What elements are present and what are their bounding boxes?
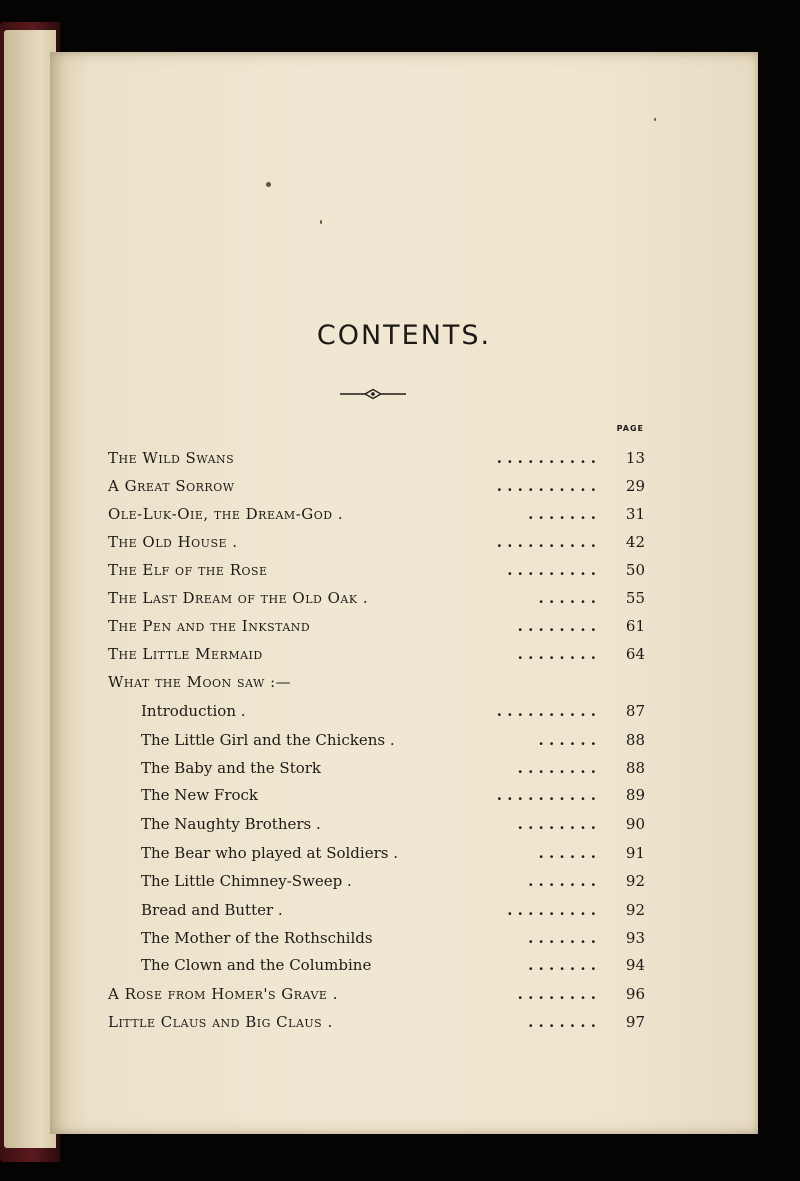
contents-entry [50,699,758,723]
entry-leader-dots: . . . . . . . . [517,985,596,1003]
entry-page-number: 64 [625,645,645,663]
entry-page-number: 90 [625,815,645,833]
paper-speck [266,182,271,187]
entry-title: The Elf of the Rose [108,561,268,579]
entry-title: The New Frock [141,786,259,804]
entry-leader-dots: . . . . . . . [528,505,596,523]
contents-entry [50,756,758,780]
contents-entry [50,530,758,554]
entry-leader-dots: . . . . . . . . . . [496,533,596,551]
entry-page-number: 87 [625,702,645,720]
entry-page-number: 97 [625,1013,645,1031]
entry-leader-dots: . . . . . . . [528,956,596,974]
contents-entry [50,869,758,893]
contents-entry [50,926,758,950]
entry-page-number: 96 [625,985,645,1003]
entry-page-number: 92 [625,901,645,919]
entry-title: The Pen and the Inkstand [108,617,311,635]
entry-page-number: 55 [625,589,645,607]
entry-page-number: 94 [625,956,645,974]
contents-page [50,52,758,1134]
contents-entry [50,474,758,498]
entry-title: The Clown and the Columbine [141,956,372,974]
page-column-heading: PAGE [616,424,644,433]
entry-title: Introduction . [141,702,246,720]
entry-title: Little Claus and Big Claus . [108,1013,333,1031]
book-flyleaf [4,30,56,1148]
entry-leader-dots: . . . . . . . [528,872,596,890]
entry-title: The Little Chimney-Sweep . [141,872,352,890]
entry-leader-dots: . . . . . . [538,844,596,862]
entry-page-number: 42 [625,533,645,551]
entry-title: The Bear who played at Soldiers . [141,844,398,862]
entry-title: A Rose from Homer's Grave . [108,985,338,1003]
entry-page-number: 61 [625,617,645,635]
entry-page-number: 29 [625,477,645,495]
entry-title: Bread and Butter . [141,901,283,919]
paper-speck [320,220,322,224]
contents-entry [50,982,758,1006]
contents-entry [50,783,758,807]
entry-title: Ole-Luk-Oie, the Dream-God . [108,505,344,523]
entry-page-number: 92 [625,872,645,890]
contents-entry [50,898,758,922]
contents-entry [50,812,758,836]
title-ornament-icon [340,388,406,400]
entry-leader-dots: . . . . . . . . [517,645,596,663]
entry-title: The Little Mermaid [108,645,263,663]
entry-leader-dots: . . . . . . . . [517,759,596,777]
entry-title: What the Moon saw :— [108,673,292,691]
paper-speck [654,118,656,121]
entry-title: The Baby and the Stork [141,759,322,777]
entry-leader-dots: . . . . . . . . . . [496,449,596,467]
contents-entry [50,953,758,977]
entry-leader-dots: . . . . . . . [528,929,596,947]
contents-entry [50,728,758,752]
contents-entry [50,586,758,610]
contents-entry [50,1010,758,1034]
entry-page-number: 13 [625,449,645,467]
entry-page-number: 91 [625,844,645,862]
entry-leader-dots: . . . . . . . . . [507,561,596,579]
entry-title: The Wild Swans [108,449,235,467]
entry-title: The Old House . [108,533,238,551]
entry-leader-dots: . . . . . . . . . . [496,702,596,720]
contents-entry [50,670,758,694]
entry-leader-dots: . . . . . . . . . . [496,786,596,804]
entry-leader-dots: . . . . . . . . . [507,901,596,919]
entry-title: The Mother of the Rothschilds [141,929,373,947]
entry-title: The Little Girl and the Chickens . [141,731,395,749]
contents-entry [50,502,758,526]
entry-title: A Great Sorrow [108,477,235,495]
entry-leader-dots: . . . . . . [538,731,596,749]
entry-page-number: 88 [625,759,645,777]
entry-title: The Naughty Brothers . [141,815,321,833]
contents-title: CONTENTS. [316,320,492,351]
entry-leader-dots: . . . . . . . [528,1013,596,1031]
entry-leader-dots: . . . . . . [538,589,596,607]
entry-page-number: 89 [625,786,645,804]
entry-leader-dots: . . . . . . . . . . [496,477,596,495]
entry-leader-dots: . . . . . . . . [517,617,596,635]
entry-title: The Last Dream of the Old Oak . [108,589,369,607]
entry-page-number: 93 [625,929,645,947]
entry-page-number: 88 [625,731,645,749]
contents-entry [50,841,758,865]
contents-entry [50,558,758,582]
contents-entry [50,614,758,638]
entry-page-number: 31 [625,505,645,523]
entry-page-number: 50 [625,561,645,579]
contents-entry [50,446,758,470]
contents-entry [50,642,758,666]
entry-leader-dots: . . . . . . . . [517,815,596,833]
